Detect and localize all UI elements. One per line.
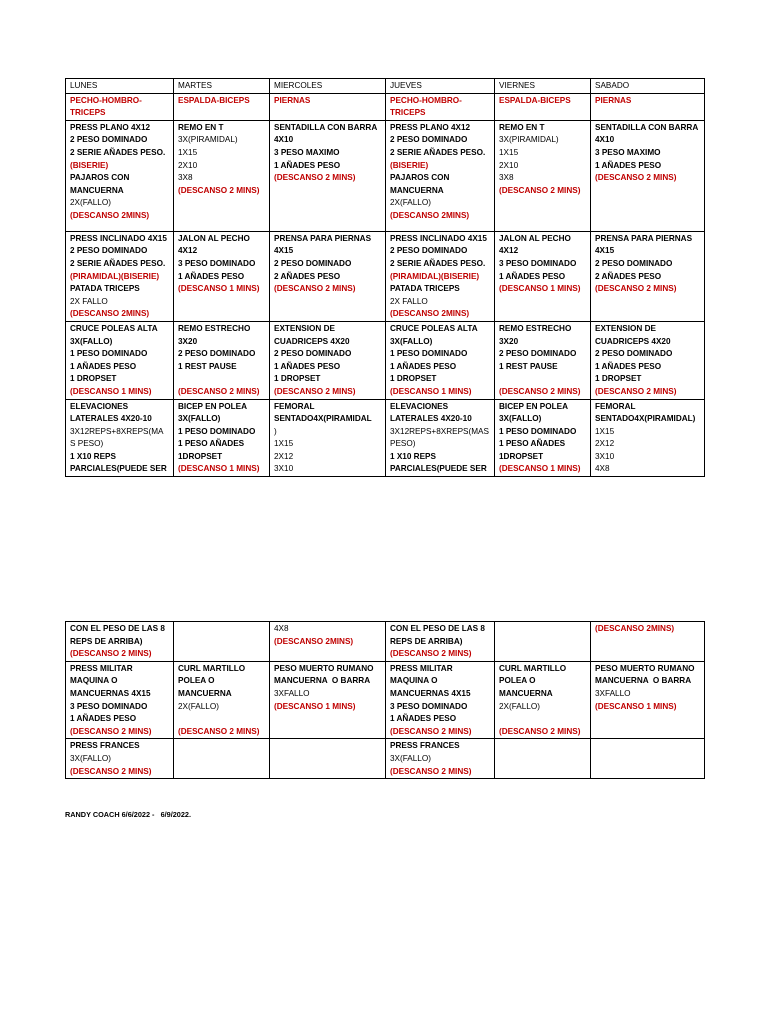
exercise-line xyxy=(499,373,586,386)
exercise-line: PESO) xyxy=(390,439,416,449)
cell-miercoles xyxy=(270,321,386,399)
exercise-line: PESO MUERTO RUMANO xyxy=(595,663,695,673)
exercise-line: 1DROPSET xyxy=(178,451,223,461)
rest-note: PECHO-HOMBRO- xyxy=(390,95,462,105)
exercise-line: 2X10 xyxy=(178,160,198,170)
cell-jueves xyxy=(386,399,495,477)
exercise-line: PRESS PLANO 4X12 xyxy=(390,122,471,132)
rest-note: (PIRAMIDAL)(BISERIE) xyxy=(70,271,160,281)
cell-jueves xyxy=(386,93,495,120)
exercise-line: 2 PESO DOMINADO xyxy=(499,349,577,359)
rest-note: (DESCANSO 1 MINS) xyxy=(274,701,356,711)
exercise-row-2 xyxy=(66,231,705,321)
rest-note: ESPALDA-BICEPS xyxy=(499,95,571,105)
cell-lunes xyxy=(66,120,174,231)
rest-note: (DESCANSO 2 MINS) xyxy=(390,726,472,736)
exercise-line xyxy=(178,713,265,726)
cell-sabado xyxy=(591,120,705,231)
exercise-line: 1 REST PAUSE xyxy=(499,361,558,371)
exercise-line: 2 SERIE AÑADES PESO. xyxy=(70,258,166,268)
exercise-row-3 xyxy=(66,321,705,399)
rest-note: (DESCANSO 2 MINS) xyxy=(178,185,260,195)
rest-note: (DESCANSO 2MINS) xyxy=(70,309,150,319)
exercise-line: 1 PESO DOMINADO xyxy=(390,349,468,359)
exercise-line: JUEVES xyxy=(390,81,422,90)
exercise-line: ELEVACIONES xyxy=(70,401,129,411)
exercise-line: MANCUERNA O BARRA xyxy=(274,676,371,686)
exercise-line: POLEA O xyxy=(499,676,536,686)
exercise-line: 1 PESO AÑADES xyxy=(499,439,566,449)
exercise-line: REMO EN T xyxy=(178,122,224,132)
exercise-line: 4X12 xyxy=(499,246,519,256)
cell-martes xyxy=(174,120,270,231)
rest-note: (DESCANSO 2 MINS) xyxy=(178,726,260,736)
exercise-line: 1 DROPSET xyxy=(595,374,642,384)
rest-note: (DESCANSO 2 MINS) xyxy=(595,173,677,183)
exercise-line: 3X12REPS+8XREPS(MA xyxy=(70,426,164,436)
rest-note: (DESCANSO 2 MINS) xyxy=(595,386,677,396)
exercise-line: 3X(PIRAMIDAL) xyxy=(499,135,559,145)
rest-note: (DESCANSO 2 MINS) xyxy=(274,386,356,396)
exercise-line: MARTES xyxy=(178,81,212,90)
exercise-line: 1 PESO DOMINADO xyxy=(499,426,577,436)
exercise-line: LATERALES 4X20-10 xyxy=(390,414,472,424)
exercise-line: 2X FALLO xyxy=(70,296,108,306)
rest-note: (DESCANSO 2 MINS) xyxy=(390,649,472,659)
rest-note: PECHO-HOMBRO- xyxy=(70,95,142,105)
exercise-row-5 xyxy=(66,661,705,739)
exercise-line: 4X15 xyxy=(595,246,615,256)
exercise-line: MANCUERNAS 4X15 xyxy=(70,688,151,698)
exercise-line: 3 PESO MAXIMO xyxy=(595,147,661,157)
cell-martes xyxy=(174,79,270,94)
exercise-line: MANCUERNA xyxy=(390,185,444,195)
exercise-line: 1 PESO AÑADES xyxy=(178,439,245,449)
exercise-line: 1X15 xyxy=(595,426,615,436)
exercise-line: 3X(FALLO) xyxy=(390,336,433,346)
exercise-line: 1 X10 REPS xyxy=(70,451,116,461)
exercise-line: 1 AÑADES PESO xyxy=(595,361,662,371)
exercise-line: MANCUERNA xyxy=(499,688,553,698)
exercise-line: 2X(FALLO) xyxy=(70,198,111,208)
cell-lunes xyxy=(66,231,174,321)
exercise-line: PRESS PLANO 4X12 xyxy=(70,122,151,132)
cell-viernes xyxy=(495,231,591,321)
exercise-line: MANCUERNAS 4X15 xyxy=(390,688,471,698)
cell-lunes xyxy=(66,321,174,399)
cell-martes xyxy=(174,321,270,399)
exercise-line: MIERCOLES xyxy=(274,81,323,90)
exercise-line: PAJAROS CON xyxy=(70,173,130,183)
rest-note: (BISERIE) xyxy=(70,160,109,170)
cell-martes xyxy=(174,661,270,739)
exercise-line: CURL MARTILLO xyxy=(178,663,246,673)
exercise-line: 3 PESO DOMINADO xyxy=(70,701,148,711)
exercise-line xyxy=(499,713,586,726)
exercise-line: PRESS MILITAR xyxy=(390,663,453,673)
rest-note: (DESCANSO 2 MINS) xyxy=(70,766,152,776)
exercise-line: ELEVACIONES xyxy=(390,401,449,411)
exercise-line: 1 AÑADES PESO xyxy=(70,714,137,724)
exercise-line: ) xyxy=(274,426,277,436)
exercise-line: 2 PESO DOMINADO xyxy=(595,258,673,268)
exercise-line: 1DROPSET xyxy=(499,451,544,461)
exercise-line: VIERNES xyxy=(499,81,535,90)
cell-lunes xyxy=(66,622,174,662)
exercise-line: 3XFALLO xyxy=(274,688,310,698)
exercise-line: 1X15 xyxy=(499,147,519,157)
exercise-line: 3X(FALLO) xyxy=(70,753,111,763)
cell-jueves xyxy=(386,739,495,779)
rest-note: (DESCANSO 2 MINS) xyxy=(70,726,152,736)
muscle-group-row xyxy=(66,93,705,120)
exercise-line: LUNES xyxy=(70,81,98,90)
rest-note: (PIRAMIDAL)(BISERIE) xyxy=(390,271,480,281)
exercise-line: 2 PESO DOMINADO xyxy=(390,135,468,145)
exercise-line: EXTENSION DE xyxy=(595,323,656,333)
weekly-routine-table xyxy=(65,78,705,477)
exercise-line: 1 AÑADES PESO xyxy=(390,361,457,371)
exercise-line: 1 DROPSET xyxy=(390,374,437,384)
exercise-line: 3X20 xyxy=(178,336,198,346)
exercise-line: PRESS MILITAR xyxy=(70,663,133,673)
rest-note: PIERNAS xyxy=(274,95,311,105)
exercise-line: MAQUINA O xyxy=(390,676,438,686)
weekly-routine-table-continued xyxy=(65,621,705,779)
exercise-line: 3X(FALLO) xyxy=(390,753,431,763)
exercise-line: 2X12 xyxy=(274,451,294,461)
exercise-line: CUADRICEPS 4X20 xyxy=(274,336,350,346)
exercise-line: SENTADO4X(PIRAMIDAL) xyxy=(595,414,696,424)
exercise-line: 2 SERIE AÑADES PESO. xyxy=(390,147,486,157)
exercise-line: BICEP EN POLEA xyxy=(499,401,569,411)
cell-martes xyxy=(174,622,270,662)
day-header-row xyxy=(66,79,705,94)
exercise-line: MANCUERNA xyxy=(70,185,124,195)
exercise-line: FEMORAL xyxy=(274,401,315,411)
exercise-line: 4X10 xyxy=(595,135,615,145)
cell-jueves xyxy=(386,79,495,94)
exercise-line: SENTADILLA CON BARRA xyxy=(274,122,378,132)
exercise-line: PARCIALES(PUEDE SER xyxy=(70,464,167,474)
cell-sabado xyxy=(591,661,705,739)
exercise-line: PARCIALES(PUEDE SER xyxy=(390,464,487,474)
rest-note: (DESCANSO 1 MINS) xyxy=(499,284,581,294)
exercise-line: PRENSA PARA PIERNAS xyxy=(274,233,372,243)
exercise-line: SABADO xyxy=(595,81,630,90)
cell-jueves xyxy=(386,231,495,321)
exercise-line: 2 SERIE AÑADES PESO. xyxy=(70,147,166,157)
cell-sabado xyxy=(591,739,705,779)
exercise-line: 1 PESO DOMINADO xyxy=(178,426,256,436)
exercise-line: PRESS FRANCES xyxy=(390,741,460,751)
cell-viernes xyxy=(495,93,591,120)
rest-note: (DESCANSO 2 MINS) xyxy=(274,284,356,294)
exercise-line: CON EL PESO DE LAS 8 xyxy=(70,624,165,633)
exercise-line: 3X8 xyxy=(178,173,193,183)
cell-lunes xyxy=(66,93,174,120)
exercise-line: FEMORAL xyxy=(595,401,636,411)
exercise-line: 4X8 xyxy=(595,464,610,474)
rest-note: (DESCANSO 2MINS) xyxy=(274,636,354,646)
rest-note: (DESCANSO 2 MINS) xyxy=(274,173,356,183)
exercise-row-4 xyxy=(66,399,705,477)
cell-jueves xyxy=(386,321,495,399)
exercise-line: 1X15 xyxy=(178,147,198,157)
exercise-line: SENTADO4X(PIRAMIDAL xyxy=(274,414,372,424)
cell-martes xyxy=(174,399,270,477)
exercise-line: 3X8 xyxy=(499,173,514,183)
exercise-line: 3 PESO DOMINADO xyxy=(390,701,468,711)
rest-note: (DESCANSO 1 MINS) xyxy=(595,701,677,711)
cell-miercoles xyxy=(270,739,386,779)
cell-lunes xyxy=(66,661,174,739)
rest-note: (BISERIE) xyxy=(390,160,429,170)
exercise-line: 2 AÑADES PESO xyxy=(595,271,662,281)
exercise-line: PAJAROS CON xyxy=(390,173,450,183)
cell-miercoles xyxy=(270,120,386,231)
exercise-line: PRENSA PARA PIERNAS xyxy=(595,233,693,243)
exercise-line: CUADRICEPS 4X20 xyxy=(595,336,671,346)
exercise-line: EXTENSION DE xyxy=(274,323,335,333)
exercise-line: REMO EN T xyxy=(499,122,545,132)
exercise-line: 2X(FALLO) xyxy=(178,701,219,711)
cell-viernes xyxy=(495,79,591,94)
exercise-line: 4X15 xyxy=(274,246,294,256)
rest-note: (DESCANSO 2 MINS) xyxy=(499,185,581,195)
rest-note: PIERNAS xyxy=(595,95,632,105)
cell-viernes xyxy=(495,399,591,477)
cell-lunes xyxy=(66,739,174,779)
exercise-line: REPS DE ARRIBA) xyxy=(70,636,143,646)
cell-viernes xyxy=(495,321,591,399)
exercise-line: REMO ESTRECHO xyxy=(499,323,572,333)
exercise-line: PATADA TRICEPS xyxy=(70,284,140,294)
exercise-line: 2 PESO DOMINADO xyxy=(274,349,352,359)
rest-note: (DESCANSO 2 MINS) xyxy=(499,726,581,736)
exercise-line: PRESS FRANCES xyxy=(70,741,140,751)
cell-miercoles xyxy=(270,622,386,662)
rest-note: (DESCANSO 2MINS) xyxy=(390,309,470,319)
cell-lunes xyxy=(66,79,174,94)
exercise-line: 1 AÑADES PESO xyxy=(274,361,341,371)
cell-miercoles xyxy=(270,399,386,477)
exercise-line: 4X12 xyxy=(178,246,198,256)
exercise-line: CURL MARTILLO xyxy=(499,663,567,673)
exercise-line: 1 AÑADES PESO xyxy=(70,361,137,371)
exercise-line: 2 SERIE AÑADES PESO. xyxy=(390,258,486,268)
rest-note: (DESCANSO 2 MINS) xyxy=(499,386,581,396)
exercise-line: 2 AÑADES PESO xyxy=(274,271,341,281)
exercise-line: BICEP EN POLEA xyxy=(178,401,248,411)
exercise-line: 1 AÑADES PESO xyxy=(595,160,662,170)
exercise-line: 3X20 xyxy=(499,336,519,346)
rest-note: TRICEPS xyxy=(390,108,426,118)
rest-note: (DESCANSO 2MINS) xyxy=(595,624,675,633)
cell-martes xyxy=(174,231,270,321)
exercise-line: 3 PESO MAXIMO xyxy=(274,147,340,157)
rest-note: (DESCANSO 1 MINS) xyxy=(178,284,260,294)
exercise-line: PATADA TRICEPS xyxy=(390,284,460,294)
cell-viernes xyxy=(495,739,591,779)
exercise-line: 2 PESO DOMINADO xyxy=(595,349,673,359)
exercise-line: REPS DE ARRIBA) xyxy=(390,636,463,646)
cell-sabado xyxy=(591,79,705,94)
cell-sabado xyxy=(591,231,705,321)
rest-note: (DESCANSO 2 MINS) xyxy=(178,386,260,396)
exercise-row-6 xyxy=(66,739,705,779)
exercise-line: CON EL PESO DE LAS 8 xyxy=(390,624,485,633)
exercise-line: 2 PESO DOMINADO xyxy=(178,349,256,359)
exercise-line: 1 AÑADES PESO xyxy=(390,714,457,724)
cell-miercoles xyxy=(270,661,386,739)
cell-miercoles xyxy=(270,231,386,321)
exercise-line: 3X(FALLO) xyxy=(70,336,113,346)
exercise-line: 2 PESO DOMINADO xyxy=(274,258,352,268)
exercise-line: 3X(FALLO) xyxy=(499,414,542,424)
exercise-line: 3 PESO DOMINADO xyxy=(178,258,256,268)
exercise-line: 3X(PIRAMIDAL) xyxy=(178,135,238,145)
cell-lunes xyxy=(66,399,174,477)
cell-jueves xyxy=(386,622,495,662)
exercise-line: 3X10 xyxy=(595,451,615,461)
coach-footer-note: RANDY COACH 6/6/2022 - 6/9/2022. xyxy=(65,810,191,819)
exercise-line: S PESO) xyxy=(70,439,104,449)
exercise-line: 4X10 xyxy=(274,135,294,145)
rest-note: (DESCANSO 1 MINS) xyxy=(390,386,472,396)
exercise-line: 1 DROPSET xyxy=(70,374,117,384)
exercise-line xyxy=(178,373,265,386)
exercise-line: 1 AÑADES PESO xyxy=(178,271,245,281)
exercise-line: 3X12REPS+8XREPS(MAS xyxy=(390,426,489,436)
cell-miercoles xyxy=(270,93,386,120)
exercise-line: REMO ESTRECHO xyxy=(178,323,251,333)
exercise-line: MANCUERNA xyxy=(178,688,232,698)
exercise-line: MAQUINA O xyxy=(70,676,118,686)
exercise-line: 2X12 xyxy=(595,439,615,449)
exercise-line: 2X FALLO xyxy=(390,296,428,306)
exercise-line: 1X15 xyxy=(274,439,294,449)
rest-note: (DESCANSO 2MINS) xyxy=(390,210,470,220)
exercise-line: 2X(FALLO) xyxy=(499,701,540,711)
cell-jueves xyxy=(386,661,495,739)
cell-miercoles xyxy=(270,79,386,94)
exercise-line: JALON AL PECHO xyxy=(499,233,571,243)
continuation-row xyxy=(66,622,705,662)
cell-sabado xyxy=(591,93,705,120)
exercise-line: 3X(FALLO) xyxy=(178,414,221,424)
cell-martes xyxy=(174,93,270,120)
exercise-line: CRUCE POLEAS ALTA xyxy=(390,323,478,333)
exercise-line: 1 AÑADES PESO xyxy=(274,160,341,170)
exercise-line: JALON AL PECHO xyxy=(178,233,250,243)
cell-viernes xyxy=(495,120,591,231)
exercise-line: PRESS INCLINADO 4X15 xyxy=(390,233,487,243)
rest-note: (DESCANSO 2 MINS) xyxy=(70,649,152,659)
cell-sabado xyxy=(591,399,705,477)
exercise-line: 3XFALLO xyxy=(595,688,631,698)
exercise-line: 3 PESO DOMINADO xyxy=(499,258,577,268)
cell-sabado xyxy=(591,321,705,399)
rest-note: ESPALDA-BICEPS xyxy=(178,95,250,105)
rest-note: (DESCANSO 2 MINS) xyxy=(595,284,677,294)
exercise-line: SENTADILLA CON BARRA xyxy=(595,122,699,132)
exercise-line: LATERALES 4X20-10 xyxy=(70,414,152,424)
exercise-line: 1 X10 REPS xyxy=(390,451,436,461)
rest-note: TRICEPS xyxy=(70,108,106,118)
exercise-line: 1 AÑADES PESO xyxy=(499,271,566,281)
rest-note: (DESCANSO 1 MINS) xyxy=(499,464,581,474)
exercise-line: 2 PESO DOMINADO xyxy=(70,135,148,145)
exercise-line: MANCUERNA O BARRA xyxy=(595,676,692,686)
cell-sabado xyxy=(591,622,705,662)
exercise-row-1 xyxy=(66,120,705,231)
exercise-line: 2X(FALLO) xyxy=(390,198,431,208)
cell-viernes xyxy=(495,622,591,662)
exercise-line: 4X8 xyxy=(274,624,289,633)
exercise-line: 1 DROPSET xyxy=(274,374,321,384)
cell-jueves xyxy=(386,120,495,231)
cell-viernes xyxy=(495,661,591,739)
exercise-line: 2 PESO DOMINADO xyxy=(390,246,468,256)
exercise-line: CRUCE POLEAS ALTA xyxy=(70,323,158,333)
rest-note: (DESCANSO 2MINS) xyxy=(70,210,150,220)
exercise-line: POLEA O xyxy=(178,676,215,686)
exercise-line: 1 REST PAUSE xyxy=(178,361,237,371)
exercise-line: 1 PESO DOMINADO xyxy=(70,349,148,359)
rest-note: (DESCANSO 2 MINS) xyxy=(390,766,472,776)
rest-note: (DESCANSO 1 MINS) xyxy=(70,386,152,396)
exercise-line: PRESS INCLINADO 4X15 xyxy=(70,233,167,243)
cell-martes xyxy=(174,739,270,779)
exercise-line: 3X10 xyxy=(274,464,294,474)
exercise-line: 2X10 xyxy=(499,160,519,170)
exercise-line: PESO MUERTO RUMANO xyxy=(274,663,374,673)
exercise-line: 2 PESO DOMINADO xyxy=(70,246,148,256)
rest-note: (DESCANSO 1 MINS) xyxy=(178,464,260,474)
